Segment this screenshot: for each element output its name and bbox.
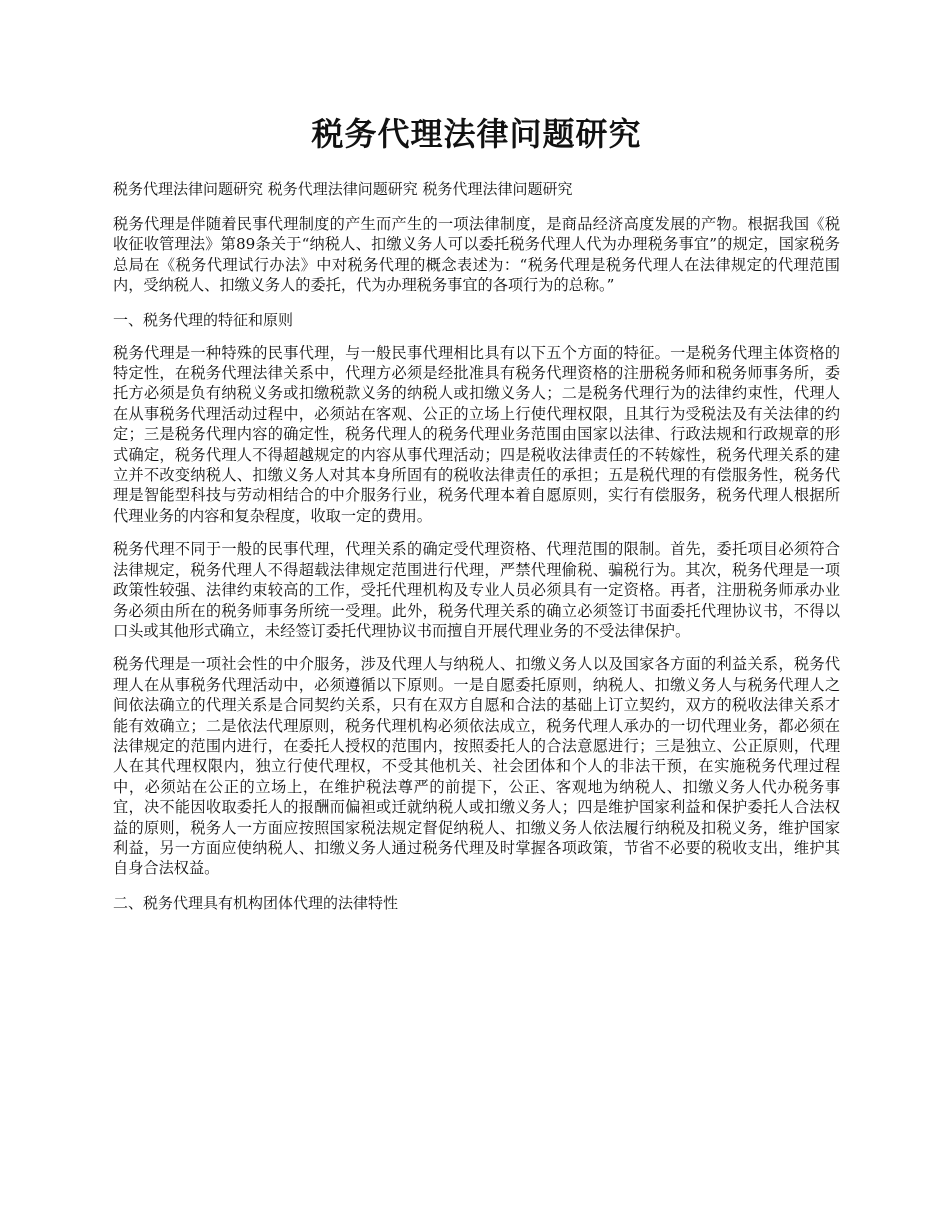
document-subtitle: 税务代理法律问题研究 税务代理法律问题研究 税务代理法律问题研究 bbox=[113, 180, 573, 198]
section-heading-1: 一、税务代理的特征和原则 bbox=[113, 310, 294, 329]
paragraph-differences: 税务代理不同于一般的民事代理，代理关系的确定受代理资格、代理范围的限制。首先，委托项目必须符合法律规定，税务代理人不得超载法律规定范围进行代理，严禁代理偷税、骗税行为。其次，税务代理是一项政策性较强、法律约束较高的工作，受托代理机构及专业人员必须具有一定资格。再者，注册税务师承办业务必须由所在的税务师事务所统一受理。此外，税务代理关系的确立必须签订书面委托代理协议书，不得以口头或其他形式确立，未经签订委托代理协议书而擅自开展代理业务的不受法律保护。 bbox=[113, 540, 840, 640]
paragraph-features: 税务代理是一种特殊的民事代理，与一般民事代理相比具有以下五个方面的特征。一是税务代理主体资格的特定性，在税务代理法律关系中，代理方必须是经批准具有税务代理资格的注册税务师和税务师事务所，委托方必须是负有纳税义务或扣缴税款义务的纳税人或扣缴义务人；二是税务代理行为的法律约束性，代理人在从事税务代理活动过程中，必须站在客观、公正的立场上行使代理权限，且其行为受税法及有关法律的约定；三是税务代理内容的确定性，税务代理人的税务代理业务范围由国家以法律、行政法规和行政规章的形式确定，税务代理人不得超越规定的内容从事代理活动；四是税收法律责任的不转嫁性，税务代理关系的建立并不改变纳税人、扣缴义务人对其本身所固有的税收法律责任的承担；五是税代理的有偿服务性，税务代理是智能型科技与劳动相结合的中介服务行业，税务代理本着自愿原则，实行有偿服务，税务代理人根据所代理业务的内容和复杂程度，收取一定的费用。 bbox=[113, 343, 840, 525]
paragraph-principles: 税务代理是一项社会性的中介服务，涉及代理人与纳税人、扣缴义务人以及国家各方面的利益关系，税务代理人在从事税务代理活动中，必须遵循以下原则。一是自愿委托原则，纳税人、扣缴义务人与税务代理人之间依法确立的代理关系是合同契约关系，只有在双方自愿和合法的基础上订立契约，双方的税收法律关系才能有效确立；二是依法代理原则，税务代理机构必须依法成立，税务代理人承办的一切代理业务，都必须在法律规定的范围内进行，在委托人授权的范围内，按照委托人的合法意愿进行；三是独立、公正原则，代理人在其代理权限内，独立行使代理权，不受其他机关、社会团体和个人的非法干预，在实施税务代理过程中，必须站在公正的立场上，在维护税法尊严的前提下，公正、客观地为纳税人、扣缴义务人代办税务事宜，决不能因收取委托人的报酬而偏袒或迁就纳税人或扣缴义务人；四是维护国家利益和保护委托人合法权益的原则，税务人一方面应按照国家税法规定督促纳税人、扣缴义务人依法履行纳税及扣税义务，维护国家利益，另一方面应使纳税人、扣缴义务人通过税务代理及时掌握各项政策，节省不必要的税收支出，维护其自身合法权益。 bbox=[113, 655, 840, 878]
document-page bbox=[113, 112, 840, 926]
document-title: 税务代理法律问题研究 bbox=[311, 115, 642, 153]
section-heading-2: 二、税务代理具有机构团体代理的法律特性 bbox=[113, 893, 399, 912]
paragraph-intro: 税务代理是伴随着民事代理制度的产生而产生的一项法律制度，是商品经济高度发展的产物。根据我国《税收征收管理法》第89条关于“纳税人、扣缴义务人可以委托税务代理人代为办理税务事宜”的规定，国家税务总局在《税务代理试行办法》中对税务代理的概念表述为：“税务代理是税务代理人在法律规定的代理范围内，受纳税人、扣缴义务人的委托，代为办理税务事宜的各项行为的总称。” bbox=[113, 215, 840, 295]
